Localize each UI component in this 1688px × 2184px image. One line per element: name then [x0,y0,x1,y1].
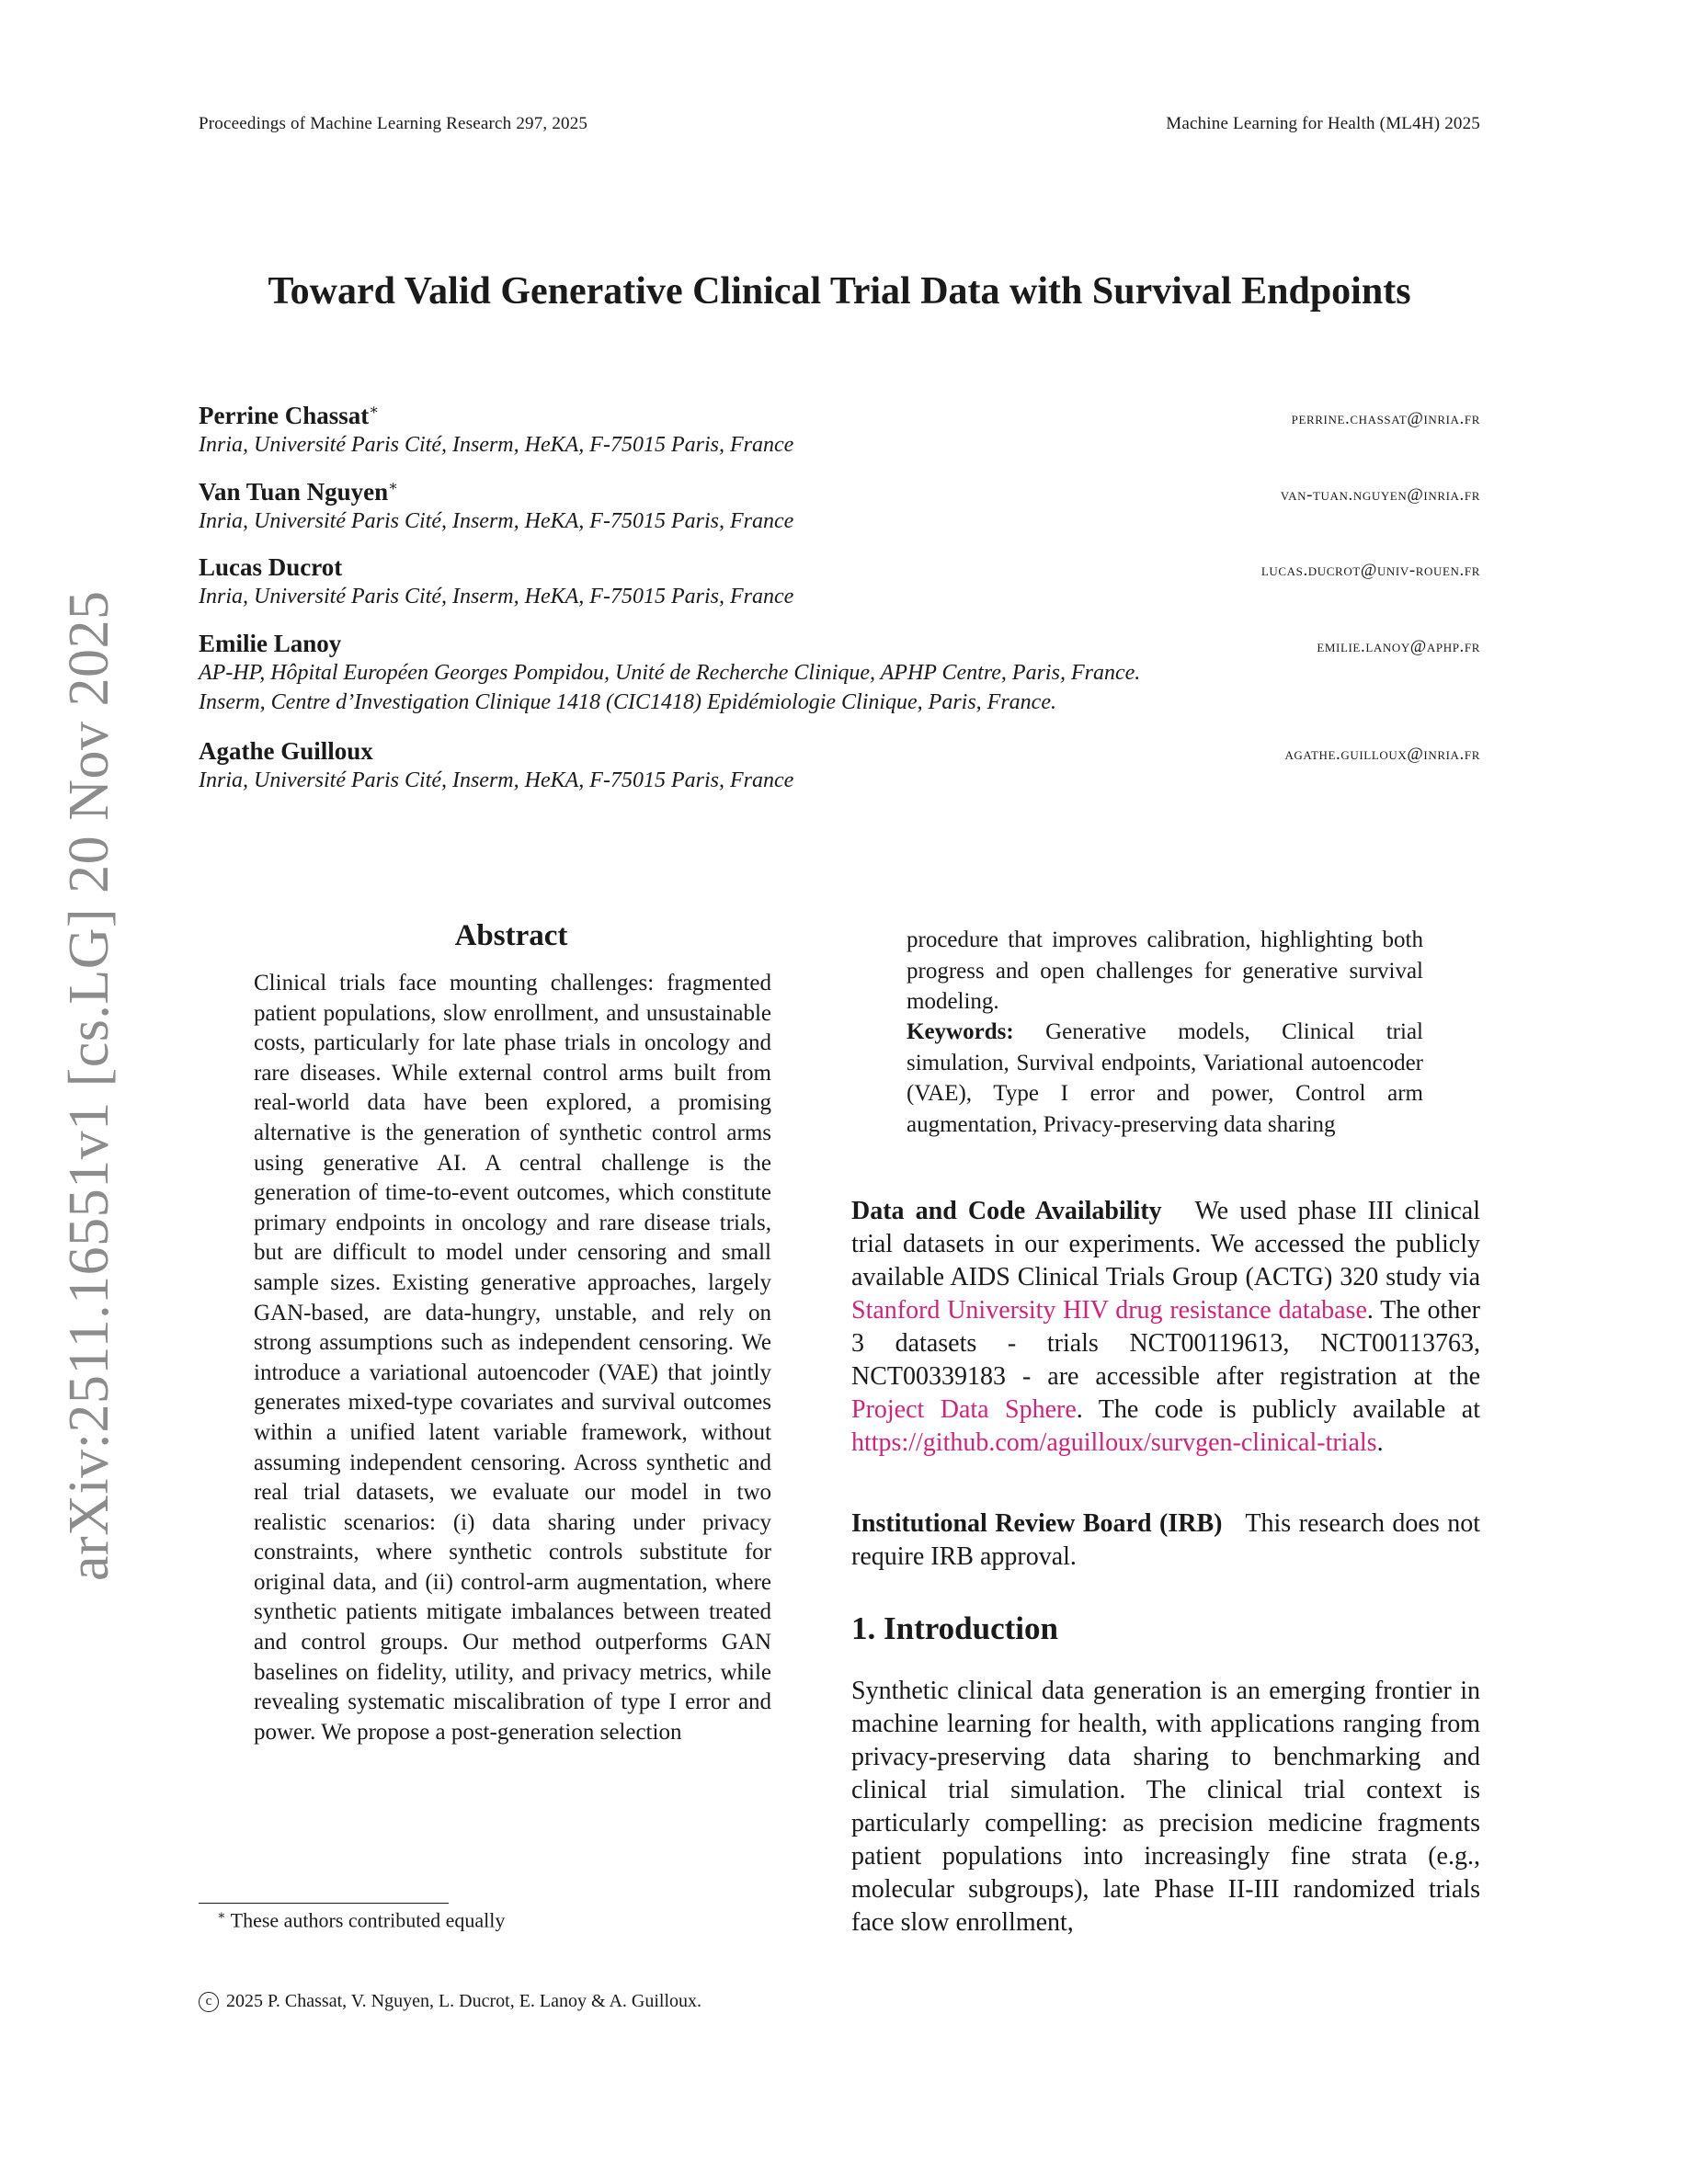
introduction-heading: 1. Introduction [851,1610,1058,1646]
introduction-paragraph: Synthetic clinical data generation is an emerging frontier in machine learning for health, with applications ranging from privacy-preserving data sharing to benchmarking and clinical trial simulation. The clinical trial context is particularly compelling: as precision medicine fragments patient populations into increasingly fine strata (e.g., molecular subgroups), late Phase II-III randomized trials face slow enrollment, [851,1677,1480,1937]
irb-heading: Institutional Review Board (IRB) [851,1509,1223,1538]
author-affiliation: Inserm, Centre d’Investigation Clinique 1418 (CIC1418) Epidémiologie Clinique, Paris, France. [199,690,1056,714]
data-availability-paragraph: Data and Code Availability We used phase III clinical trial datasets in our experiments. We accessed the publicly available AIDS Clinical Trials Group (ACTG) 320 study via Stanford University HIV drug resistance database. The other 3 datasets - trials NCT00119613, NCT00113763, NCT00339183 - are accessible after registration at the Project Data Sphere. The code is publicly available at https://github.com/aguilloux/survgen-clinical-trials. [851,1197,1481,1457]
abstract-heading: Abstract [454,919,568,952]
author-name: Lucas Ducrot [199,553,343,581]
author-affiliation: Inria, Université Paris Cité, Inserm, HeKA, F-75015 Paris, France [199,509,794,533]
author-email[interactable]: agathe.guilloux@inria.fr [1284,745,1480,764]
author-name: Perrine Chassat∗ [199,402,380,429]
author-affiliation: AP-HP, Hôpital Européen Georges Pompidou, Unité de Recherche Clinique, APHP Centre, Paris, France. [199,661,1141,685]
copyright-icon: c [199,1992,219,2012]
footnote-rule [199,1903,449,1904]
arxiv-identifier-stamp: arXiv:2511.16551v1 [cs.LG] 20 Nov 2025 [58,590,120,1581]
stanford-database-link[interactable]: Stanford University HIV drug resistance database [851,1296,1367,1325]
author-block [199,553,1480,611]
author-block [199,737,1480,795]
github-repo-link[interactable]: https://github.com/aguilloux/survgen-clinical-trials [851,1428,1377,1457]
author-name: Van Tuan Nguyen∗ [199,478,399,506]
keywords [907,1017,1423,1140]
author-name: Emilie Lanoy [199,630,342,657]
data-availability-heading: Data and Code Availability [851,1197,1162,1225]
author-email[interactable]: lucas.ducrot@univ-rouen.fr [1260,561,1480,580]
author-block [199,477,1480,536]
author-block [199,630,1480,717]
footnote: ∗ These authors contributed equally [217,1908,506,1932]
abstract-text-continued: procedure that improves calibration, highlighting both progress and open challenges for generative survival modeling. [907,927,1423,1014]
project-data-sphere-link[interactable]: Project Data Sphere [851,1395,1077,1424]
running-header-left: Proceedings of Machine Learning Research 297, 2025 [199,114,588,133]
irb-paragraph: Institutional Review Board (IRB) This research does not require IRB approval. [851,1509,1481,1571]
abstract-text: Clinical trials face mounting challenges: fragmented patient populations, slow enrollment, and unsustainable costs, particularly for late phase trials in oncology and rare diseases. While external control arms built from real-world data have been explored, a promising alternative is the generation of synthetic control arms using generative AI. A central challenge is the generation of time-to-event outcomes, which constitute primary endpoints in oncology and rare disease trials, but are difficult to model under censoring and small sample sizes. Existing generative approaches, largely GAN-based, are data-hungry, unstable, and rely on strong assumptions such as independent censoring. We introduce a variational autoencoder (VAE) that jointly generates mixed-type covariates and survival outcomes within a unified latent variable framework, without assuming independent censoring. Across synthetic and real trial datasets, we evaluate our model in two realistic scenarios: (i) data sharing under privacy constraints, where synthetic controls substitute for original data, and (ii) control-arm augmentation, where synthetic patients mitigate imbalances between treated and control groups. Our method outperforms GAN baselines on fidelity, utility, and privacy metrics, while revealing systematic miscalibration of type I error and power. We propose a post-generation selection [254,971,771,1745]
copyright-text: 2025 P. Chassat, V. Nguyen, L. Ducrot, E. Lanoy & A. Guilloux. [226,1991,702,2011]
author-email[interactable]: perrine.chassat@inria.fr [1291,409,1480,428]
author-email[interactable]: emilie.lanoy@aphp.fr [1317,637,1480,656]
author-name: Agathe Guilloux [199,737,373,765]
running-header-right: Machine Learning for Health (ML4H) 2025 [1166,114,1480,133]
copyright-line [199,1991,701,2012]
author-email[interactable]: van-tuan.nguyen@inria.fr [1280,485,1480,505]
author-affiliation: Inria, Université Paris Cité, Inserm, HeKA, F-75015 Paris, France [199,585,794,609]
keywords-label: Keywords: [907,1019,1014,1044]
paper-title: Toward Valid Generative Clinical Trial Data with Survival Endpoints [268,270,1411,313]
author-affiliation: Inria, Université Paris Cité, Inserm, HeKA, F-75015 Paris, France [199,768,794,792]
keywords-list: Generative models, Clinical trial simulation, Survival endpoints, Variational autoencoder (VAE), Type I error and power, Control arm augmentation, Privacy-preserving data sharing [907,1019,1423,1137]
author-block [199,401,1480,460]
author-affiliation: Inria, Université Paris Cité, Inserm, HeKA, F-75015 Paris, France [199,433,794,457]
